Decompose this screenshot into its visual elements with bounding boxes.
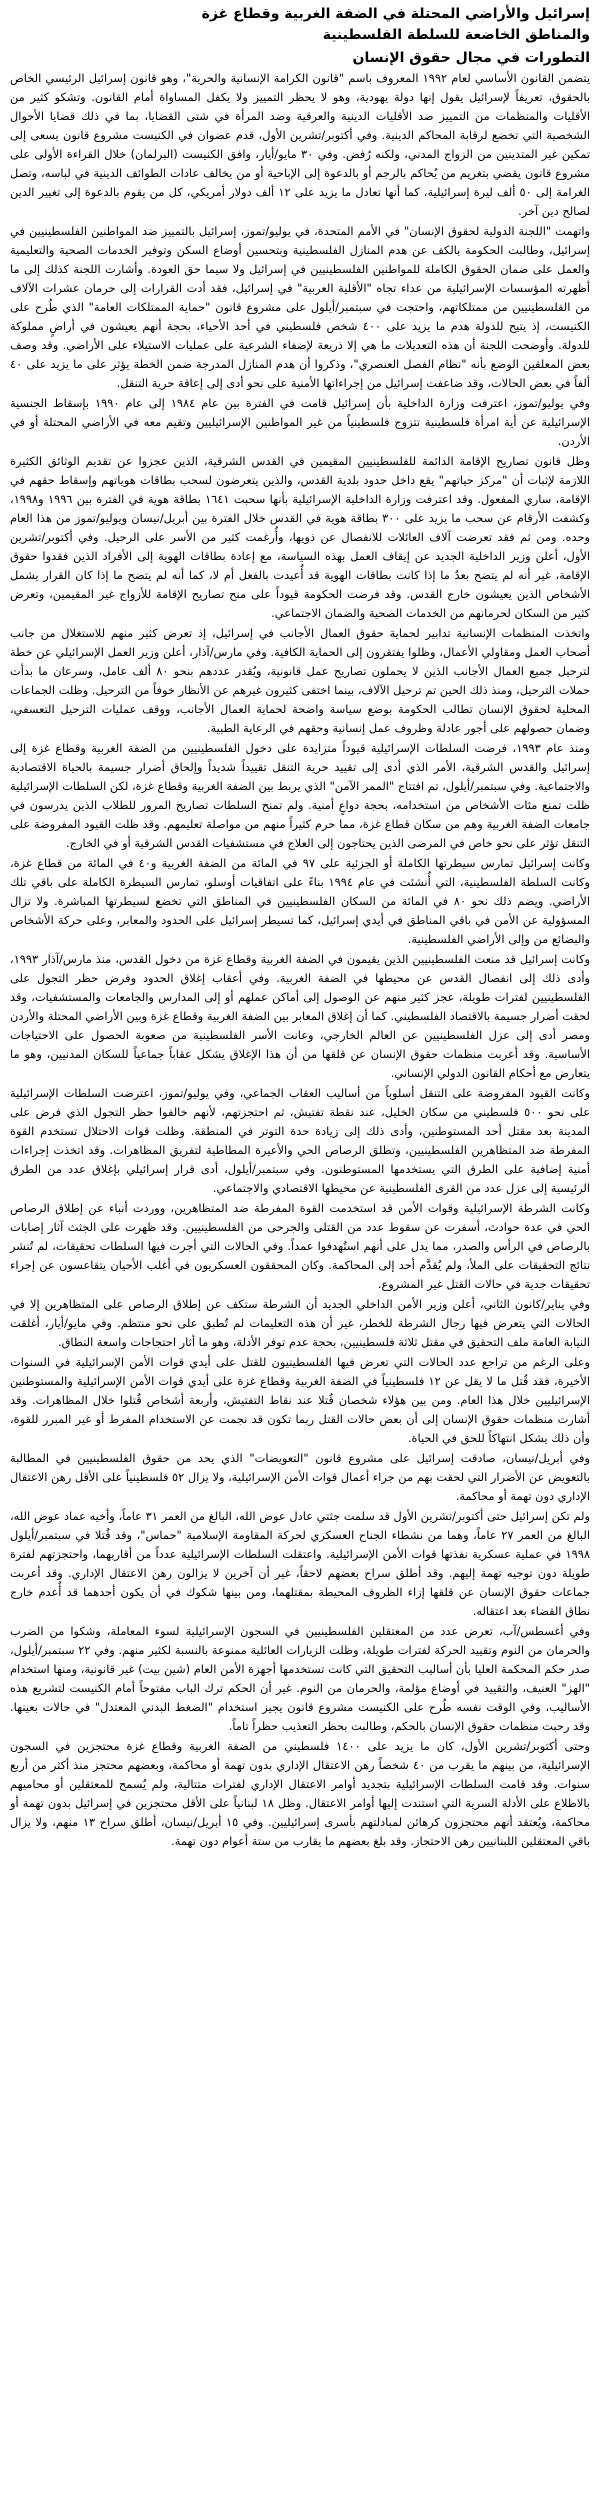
paragraph: وفي أغسطس/آب، تعرض عدد من المعتقلين الفلسطينيين في السجون الإسرائيلية لسوء المعاملة، وشكوا من الضرب والحرمان من النوم وتقييد الحركة لفترات طويلة، وظلت الزيارات العائلية ممنوعة بالنسبة لكثير منهم. وفي ٢٢ سبتمبر/أيلول، صدر حكم المحكمة العليا بأن أساليب التحقيق التي كانت تستخدمها أجهزة الأمن العام (شين بيت) غير قانونية، ومنها استخدام "الهز" العنيف، والتقييد في أوضاع مؤلمة، والحرمان من النوم. غير أن الحكم ترك الباب مفتوحاً أمام الكنيست لتشريع هذه الأساليب، وفي الوقت نفسه طُرح على الكنيست مشروع قانون يجيز استخدام "الضغط البدني المعتدل" في حالات بعينها. وقد رحبت منظمات حقوق الإنسان بالحكم، وطالبت بحظر التعذيب حظراً تاماً. [10, 1624, 590, 1733]
paragraph: وعلى الرغم من تراجع عدد الحالات التي تعرض فيها الفلسطينيون للقتل على أيدي قوات الأمن الإسرائيلية في السنوات الأخيرة، فقد قُتل ما لا يقل عن ١٢ فلسطينياً في الضفة الغربية وقطاع غزة على أيدي قوات الأمن الإسرائيلية والمستوطنين الإسرائيليين خلال هذا العام. ومن بين هؤلاء شخصان قُتلا عند نقاط التفتيش، وأربعة أشخاص قُتلوا خلال المظاهرات. وقد أشارت منظمات حقوق الإنسان إلى أن بعض حالات القتل ربما تكون قد نجمت عن الاستخدام المفرط أو غير المبرر للقوة، وأن ذلك يشكل انتهاكاً للحق في الحياة. [10, 1355, 591, 1445]
section-heading: التطورات في مجال حقوق الإنسان [352, 50, 590, 66]
paragraph: واتخذت المنظمات الإنسانية تدابير لحماية حقوق العمال الأجانب في إسرائيل، إذ تعرض كثير منهم للاستغلال من جانب أصحاب العمل ومقاولي الأعمال، وظلوا يفتقرون إلى الحماية الكافية. وفي مارس/آذار، أعلن وزير العمل الإسرائيلي عن خطة لترحيل جميع العمال الأجانب الذين لا يحملون تصاريح عمل قانونية، ويُقدر عددهم بنحو ٨٠ ألف عامل، وسرعان ما بدأت حملات الترحيل، ومنذ ذلك الحين تم ترحيل الآلاف، بينما اختفى كثيرون غيرهم عن الأنظار خوفاً من الترحيل. وظلت الجماعات المحلية لحقوق الإنسان تطالب الحكومة بوضع سياسة واضحة لحماية العمال الأجانب، ووقف عمليات الترحيل التعسفي، وضمان حصولهم على أجور عادلة وظروف عمل إنسانية وحقهم في الرعاية الطبية. [10, 626, 591, 735]
paragraph: وفي يناير/كانون الثاني، أعلن وزير الأمن الداخلي الجديد أن الشرطة ستكف عن إطلاق الرصاص على المتظاهرين إلا في الحالات التي يتعرض فيها رجال الشرطة للخطر، غير أن هذه التعليمات لم تُطبق على نحو منتظم. وفي مايو/أيار، أغلقت النيابة العامة ملف التحقيق في مقتل ثلاثة فلسطينيين، بحجة عدم توفر الأدلة، وهو ما أثار احتجاجات واسعة النطاق. [10, 1297, 590, 1349]
paragraph: وفي يوليو/تموز، اعترفت وزارة الداخلية بأن إسرائيل قامت في الفترة بين عام ١٩٨٤ إلى عام ١٩٩٠ بإسقاط الجنسية الإسرائيلية عن أية امرأة فلسطينية تتزوج فلسطينياً من غير المواطنين الإسرائيليين وتقيم معه في الأراضي المحتلة أو في الأردن. [10, 396, 591, 448]
paragraph: ولم تكن إسرائيل حتى أكتوبر/تشرين الأول قد سلمت جثتي عادل عوض الله، البالغ من العمر ٣١ عاماً، وأخيه عماد عوض الله، البالغ من العمر ٢٧ عاماً، وهما من نشطاء الجناح العسكري لحركة المقاومة الإسلامية "حماس"، وقد قُتلا في سبتمبر/أيلول ١٩٩٨ في عملية عسكرية نفذتها قوات الأمن الإسرائيلية. واعتقلت السلطات الإسرائيلية عدداً من أقاربهما، واحتجزتهم لفترة طويلة دون توجيه تهمة إليهم. وقد أطلق سراح بعضهم لاحقاً، غير أن آخرين لا يزالون رهن الاعتقال الإداري. وقد أعربت جماعات حقوق الإنسان عن قلقها إزاء الظروف المحيطة بمقتلهما، ومن بينها شكوك في أن يكون أحدهما قد أُعدم خارج نطاق القضاء بعد اعتقاله. [10, 1509, 591, 1618]
paragraph: وحتى أكتوبر/تشرين الأول، كان ما يزيد على ١٤٠٠ فلسطيني من الضفة الغربية وقطاع غزة محتجزين في السجون الإسرائيلية، من بينهم ما يقرب من ٤٠ شخصاً رهن الاعتقال الإداري بدون تهمة أو محاكمة، وبعضهم محتجز منذ أكثر من أربع سنوات. وقد قامت السلطات الإسرائيلية بتجديد أوامر الاعتقال الإداري لفترات متتالية، ولم يُسمح للمعتقلين أو محاميهم بالاطلاع على الأدلة السرية التي استندت إليها أوامر الاعتقال. وظل ١٨ لبنانياً على الأقل محتجزين في إسرائيل بدون تهمة أو محاكمة، ويُعتقد أنهم محتجزون كرهائن لمبادلتهم بأسرى إسرائيليين. وفي ١٥ أبريل/نيسان، أطلق سراح ١٣ منهم، ولا يزال باقي المعتقلين اللبنانيين رهن الاحتجاز. وقد بلغ بعضهم ما يقارب من ستة أعوام دون تهمة. [10, 1739, 591, 1848]
paragraph: يتضمن القانون الأساسي لعام ١٩٩٢ المعروف باسم "قانون الكرامة الإنسانية والحرية"، وهو قانون إسرائيل الرئيسي الخاص بالحقوق، تعريفاً لإسرائيل يقول إنها دولة يهودية، وهو لا يحظر التمييز ولا يكفل المساواة أمام القانون. وتشكو كثير من الأقليات والمنظمات من التمييز ضد الأقليات الدينية والعرقية وضد المرأة في شتى القضايا، بما في ذلك قضايا الأحوال الشخصية التي تخضع لرقابة المحاكم الدينية. وفي أكتوبر/تشرين الأول، قدم عضوان في الكنيست مشروع قانون يسعى إلى تمكين غير المتدينين من الزواج المدني، ولكنه رُفض. وفي ٣٠ مايو/أيار، وافق الكنيست (البرلمان) خلال القراءة الأولى على مشروع قانون يقضي بتغريم من يُحاكم بالرجم أو بالدعوة إلى الإباحية أو من يخالف عادات الطوائف الدينية في لباسه، وتصل الغرامة إلى ٥٠ ألف ليرة إسرائيلية، كما أنها تعادل ما يزيد على ١٢ ألف دولار أمريكي، كل من يقوم بالدعوة إلى تغيير الدين لصالح دين آخر. [10, 71, 591, 218]
paragraph: وكانت القيود المفروضة على التنقل أسلوباً من أساليب العقاب الجماعي، وفي يوليو/تموز، اعترضت السلطات الإسرائيلية على نحو ٥٠٠ فلسطيني من سكان الخليل، عند نقطة تفتيش، ثم احتجزتهم، لأنهم خالفوا حظر التجول الذي فرض على المدينة بعد مقتل أحد المستوطنين، وأدى ذلك إلى زيادة حدة التوتر في المنطقة. وظلت قوات الاحتلال تستخدم القوة المفرطة ضد المتظاهرين الفلسطينيين، وتطلق الرصاص الحي والأعيرة المطاطية لتفريق المظاهرات. وقد اتخذت إجراءات أمنية إضافية على الطرق التي يستخدمها المستوطنون. وفي سبتمبر/أيلول، أدى قرار إسرائيلي بإغلاق عدد من الطرق الرئيسية إلى عزل عدد من القرى الفلسطينية عن محيطها الاقتصادي والاجتماعي. [10, 1086, 590, 1195]
paragraph: وفي أبريل/نيسان، صادقت إسرائيل على مشروع قانون "التعويضات" الذي يحد من حقوق الفلسطينيين في المطالبة بالتعويض عن الأضرار التي لحقت بهم من جراء أعمال قوات الأمن الإسرائيلية، ولا يزال ٥٢ فلسطينياً على الأقل رهن الاعتقال الإداري دون تهمة أو محاكمة. [10, 1451, 590, 1503]
paragraph: وظل قانون تصاريح الإقامة الدائمة للفلسطينيين المقيمين في القدس الشرقية، الذين عجزوا عن تقديم الوثائق الكثيرة اللازمة لإثبات أن "مركز حياتهم" يقع داخل حدود بلدية القدس، والذين يتعرضون لسحب بطاقات هوياتهم وإسقاط حقهم في الإقامة، ساري المفعول. وقد اعترفت وزارة الداخلية الإسرائيلية بأنها سحبت ١٦٤١ بطاقة هوية في الفترة بين ١٩٩٦ و١٩٩٨، وكشفت الأرقام عن سحب ما يزيد على ٣٠٠ بطاقة هوية في القدس خلال الفترة بين أبريل/نيسان ويوليو/تموز من هذا العام وحده. ومن ثم فقد تعرضت آلاف العائلات للانفصال عن ذويها، وأُرغمت كثير من الأسر على الرحيل. وفي أكتوبر/تشرين الأول، أعلن وزير الداخلية الجديد عن إيقاف العمل بهذه السياسة، مع إعادة بطاقات الهوية إلى الأفراد الذين فقدوا حقوق الإقامة، غير أنه لم يتضح بعدُ ما إذا كانت بطاقات الهوية قد أُعيدت بالفعل أم لا، كما أنه لم يتضح ما إذا كان القرار يشمل الأشخاص الذين يعيشون خارج القدس. وقد فرضت الحكومة قيوداً على منح تصاريح الإقامة للأزواج غير المقيمين، وتعرض كثير من السكان لحرمانهم من الخدمات الصحية والضمان الاجتماعي. [10, 454, 591, 620]
title-line-1: إسرائيل والأراضي المحتلة في الضفة الغربية وقطاع غزة [201, 6, 590, 22]
paragraph: وكانت إسرائيل قد منعت الفلسطينيين الذين يقيمون في الضفة الغربية وقطاع غزة من دخول القدس، منذ مارس/آذار ١٩٩٣، وأدى ذلك إلى انفصال القدس عن محيطها في الضفة الغربية. وفي أعقاب إغلاق الحدود وفرض حظر التجول على الفلسطينيين لفترات طويلة، عجز كثير منهم عن الوصول إلى أماكن عملهم أو إلى المدارس والجامعات والمستشفيات، وقد لحقت أضرار جسيمة بالاقتصاد الفلسطيني. كما أن إغلاق المعابر بين الضفة الغربية وقطاع غزة وبين الأراضي المحتلة والأردن ومصر أدى إلى عزل الفلسطينيين عن العالم الخارجي، وعانت الأسر الفلسطينية من صعوبة الحصول على الاحتياجات الأساسية. وقد أعربت منظمات حقوق الإنسان عن قلقها من أن هذا الإغلاق يشكل عقاباً جماعياً للسكان المدنيين، وهو ما يتعارض مع أحكام القانون الدولي الإنساني. [10, 952, 590, 1080]
title-line-2: والمناطق الخاضعة للسلطة الفلسطينية [322, 27, 590, 43]
paragraph: ومنذ عام ١٩٩٣، فرضت السلطات الإسرائيلية قيوداً متزايدة على دخول الفلسطينيين من الضفة الغربية وقطاع غزة إلى إسرائيل والقدس الشرقية، الأمر الذي أدى إلى تقييد حرية التنقل تقييداً شديداً وإلحاق أضرار جسيمة بالحياة الاقتصادية والاجتماعية. وفي سبتمبر/أيلول، تم افتتاح "الممر الآمن" الذي يربط بين الضفة الغربية وقطاع غزة، لكن السلطات الإسرائيلية ظلت تمنع مئات الأشخاص من استخدامه، بحجة دواعٍ أمنية. ولم تمنح السلطات تصاريح المرور للطلاب الذين يدرسون في جامعات الضفة الغربية وهم من سكان قطاع غزة، مما حرم كثيراً منهم من مواصلة تعليمهم. وقد ظلت القيود المفروضة على التنقل تؤثر على نحو خاص في المرضى الذين يحتاجون إلى العلاج في مستشفيات القدس الشرقية أو في الخارج. [10, 741, 590, 850]
document-title [10, 4, 590, 46]
paragraph: واتهمت "اللجنة الدولية لحقوق الإنسان" في الأمم المتحدة، في يوليو/تموز، إسرائيل بالتمييز ضد المواطنين الفلسطينيين في إسرائيل، وطالبت الحكومة بالكف عن هدم المنازل الفلسطينية وبتحسين أوضاع السكن وتوفير الخدمات الصحية والتعليمية والعمل على ضمان الحقوق الكاملة للمواطنين الفلسطينيين في إسرائيل ولا سيما حق العودة. وأشارت اللجنة كذلك إلى ما أظهرته المؤسسات الإسرائيلية من عداء تجاه "الأقلية العربية" في إسرائيل، فقد أدت القرارات إلى حرمان عشرات الآلاف من الفلسطينيين من ممتلكاتهم، واحتجت في سبتمبر/أيلول على مشروع قانون "حماية الممتلكات العامة" الذي طُرح على الكنيست، إذ يتيح للدولة هدم ما يزيد على ٤٠٠ شخص فلسطيني في أحد الأحياء، بحجة أنهم يعيشون في أراضٍ مملوكة للدولة. وأوضحت اللجنة أن هذه التعديلات ما هي إلا ذريعة لإضفاء الشرعية على عمليات الاستيلاء على الأراضي. وقد وصف بعض المعلقين الوضع بأنه "نظام الفصل العنصري"، وذكروا أن هدم المنازل المدرجة ضمن الخطة يؤثر على ما يزيد على ٤٠ ألفاً في بعض الحالات، وقد ضاعفت إسرائيل من إجراءاتها الأمنية على نحو أدى إلى إعاقة حرية التنقل. [10, 224, 590, 390]
paragraph: وكانت إسرائيل تمارس سيطرتها الكاملة أو الجزئية على ٩٧ في المائة من الضفة الغربية و٤٠ في المائة من قطاع غزة، وكانت السلطة الفلسطينية، التي أُنشئت في عام ١٩٩٤ بناءً على اتفاقيات أوسلو، تمارس السيطرة الكاملة على باقي تلك الأراضي. ويضم ذلك نحو ٨٠ في المائة من السكان الفلسطينيين في المناطق التي تخضع لسيطرتها المباشرة. ولا تزال المسؤولية عن الأمن في باقي المناطق في أيدي إسرائيل، كما تسيطر إسرائيل على الحدود والمعابر، وعلى حركة الأشخاص والبضائع من وإلى الأراضي الفلسطينية. [10, 856, 590, 946]
paragraph: وكانت الشرطة الإسرائيلية وقوات الأمن قد استخدمت القوة المفرطة ضد المتظاهرين، ووردت أنباء عن إطلاق الرصاص الحي في عدة حوادث، أسفرت عن سقوط عدد من القتلى والجرحى من الفلسطينيين. وقد ظهرت على الجثث آثار إصابات بالرصاص في الرأس والصدر، مما يدل على أنهم استُهدفوا عمداً. وفي الحالات التي أجرت فيها السلطات تحقيقات، لم تُنشر نتائج التحقيقات على الملأ، ولم يُقدَّم أحد إلى المحاكمة. وكان المحققون العسكريون في أغلب الأحيان يتقاعسون عن إجراء تحقيقات جدية في حالات القتل غير المشروع. [10, 1201, 590, 1291]
